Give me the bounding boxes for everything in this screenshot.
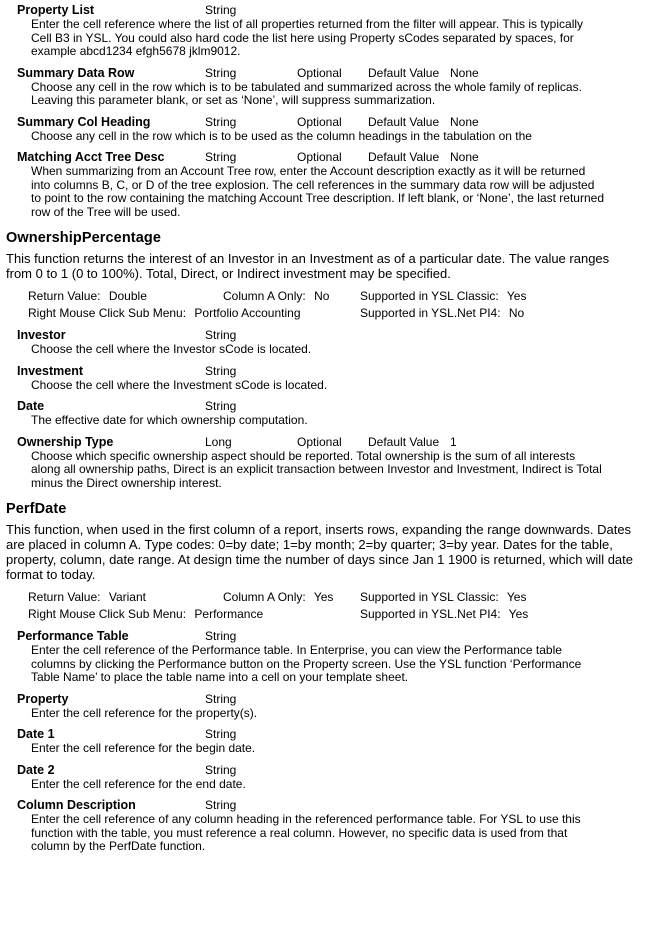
parameter-name: Summary Col Heading	[17, 114, 151, 129]
meta-supported-classic-label: Supported in YSL Classic:	[360, 289, 499, 303]
parameter-optional: Optional	[297, 434, 342, 449]
parameter-description: Choose any cell in the row which is to be tabulated and summarized across the whole family of replicas. Leaving this parameter blank, or set as ‘None’, will suppress summarization.	[31, 79, 582, 107]
parameter-type: String	[205, 114, 237, 129]
parameter-block	[6, 435, 662, 491]
meta-row	[6, 289, 662, 306]
parameter-type: String	[205, 65, 237, 80]
parameter-optional: Optional	[297, 114, 342, 129]
meta-return-value-label: Return Value:	[28, 590, 101, 604]
meta-row	[6, 306, 662, 323]
parameter-type: String	[205, 399, 237, 413]
meta-supported-classic	[360, 289, 526, 303]
parameter-row	[6, 66, 662, 80]
parameter-block	[6, 3, 662, 59]
parameter-name: Summary Data Row	[17, 65, 135, 80]
parameter-optional: Optional	[297, 150, 342, 164]
function-meta	[6, 289, 662, 323]
parameter-row	[6, 3, 662, 17]
parameter-name: Investor	[17, 328, 66, 342]
parameter-name: Date 2	[17, 762, 55, 777]
meta-supported-pi4-label: Supported in YSL.Net PI4:	[360, 306, 501, 320]
parameter-description: When summarizing from an Account Tree row, enter the Account description exactly as it will be returned into columns B, C, or D of the tree explosion. The cell references in the summary data row will be adjusted to point to the row containing the matching Account Tree description. If left blank, or ‘None’, the last returned row of the Tree will be used.	[31, 164, 604, 219]
parameter-block	[6, 692, 662, 721]
function-section-ownershippercentage	[6, 230, 662, 490]
meta-right-mouse-menu-label: Right Mouse Click Sub Menu:	[28, 607, 187, 621]
meta-supported-classic-label: Supported in YSL Classic:	[360, 590, 499, 604]
parameter-description: Enter the cell reference for the begin date.	[31, 741, 256, 755]
parameter-type: String	[205, 727, 237, 741]
parameter-block	[6, 364, 662, 393]
parameter-description: Enter the cell reference of the Performance table. In Enterprise, you can view the Performance table columns by clicking the Performance button on the Property screen. Use the YSL function ‘Performance Table Name’ to place the table name into a cell on your template sheet.	[31, 643, 582, 684]
meta-right-mouse-menu-label: Right Mouse Click Sub Menu:	[28, 306, 187, 320]
parameter-block	[6, 798, 662, 854]
parameter-block	[6, 150, 662, 219]
parameter-default-value: None	[450, 65, 479, 80]
meta-supported-classic-text: Yes	[506, 590, 527, 604]
function-section-perfdate	[6, 501, 662, 854]
parameter-default-label: Default Value	[368, 65, 440, 80]
parameter-type: String	[205, 762, 237, 777]
parameter-block	[6, 629, 662, 685]
parameter-block	[6, 66, 662, 108]
parameter-name: Column Description	[17, 798, 136, 812]
parameter-type: String	[205, 363, 237, 378]
parameter-name: Ownership Type	[17, 434, 114, 449]
meta-supported-pi4-text: No	[508, 306, 525, 320]
parameter-type: String	[205, 328, 237, 342]
parameter-row	[6, 692, 662, 706]
parameter-default-label: Default Value	[368, 150, 440, 164]
function-description: This function, when used in the first column of a report, inserts rows, expanding the range downwards. Dates are placed in column A. Type codes: 0=by date; 1=by month; 2=by quarter; 3=by year. Dates for the table, property, column, date range. At design time the number of days since Jan 1 1900 is returned, which will date format to today.	[6, 522, 633, 582]
parameter-description: Choose which specific ownership aspect should be reported. Total ownership is the sum of all interests along all ownership paths, Direct is an explicit transaction between Investor and Investment, Indirect is Total minus the Direct ownership interest.	[31, 448, 602, 490]
parameter-description: Enter the cell reference where the list of all properties returned from the filter will appear. This is typically Cell B3 in YSL. You could also hard code the list here using Property sCodes separated by spaces, for example abcd1234 efgh5678 jklm9012.	[31, 17, 584, 58]
meta-supported-classic	[360, 590, 526, 604]
parameter-type: String	[205, 691, 237, 706]
parameter-description: Choose the cell where the Investor sCode is located.	[31, 342, 312, 356]
parameter-description: Enter the cell reference for the property(s).	[31, 705, 258, 720]
meta-right-mouse-menu	[28, 306, 301, 320]
meta-column-a-only-label: Column A Only:	[223, 590, 306, 604]
parameter-default-value: None	[450, 150, 479, 164]
meta-return-value	[28, 590, 146, 604]
parameter-row	[6, 763, 662, 777]
meta-return-value-text: Variant	[108, 590, 146, 604]
meta-column-a-only	[223, 590, 333, 604]
parameter-name: Investment	[17, 363, 83, 378]
parameter-block	[6, 727, 662, 756]
parameter-block	[6, 763, 662, 792]
parameter-name: Matching Acct Tree Desc	[17, 150, 165, 164]
parameter-description: Enter the cell reference of any column heading in the referenced performance table. For YSL to use this function with the table, you must reference a real column. However, no specific data is used from that column by the PerfDate function.	[31, 812, 581, 853]
parameter-default-value: None	[450, 114, 479, 129]
parameter-type: Long	[205, 434, 232, 449]
parameter-description: Choose any cell in the row which is to be used as the column headings in the tabulation on the	[31, 128, 532, 143]
parameter-row	[6, 115, 662, 129]
function-heading: OwnershipPercentage	[6, 230, 162, 246]
meta-right-mouse-menu-text: Portfolio Accounting	[194, 306, 301, 320]
meta-right-mouse-menu	[28, 607, 263, 621]
parameter-default-value: 1	[450, 434, 457, 449]
parameter-type: String	[205, 150, 237, 164]
parameter-row	[6, 364, 662, 378]
parameter-block	[6, 115, 662, 144]
parameter-name: Date	[17, 399, 45, 413]
parameter-description: Enter the cell reference for the end date.	[31, 776, 246, 791]
parameter-default-label: Default Value	[368, 114, 440, 129]
parameter-type: String	[205, 798, 237, 812]
parameter-name: Property	[17, 691, 69, 706]
meta-column-a-only	[223, 289, 329, 303]
parameter-block	[6, 328, 662, 357]
function-meta	[6, 590, 662, 624]
meta-supported-pi4-text: Yes	[508, 607, 529, 621]
parameter-row	[6, 435, 662, 449]
meta-supported-pi4	[360, 306, 524, 320]
meta-column-a-only-text: No	[314, 289, 330, 303]
parameter-row	[6, 328, 662, 342]
parameter-row	[6, 629, 662, 643]
meta-return-value	[28, 289, 147, 303]
meta-row	[6, 590, 662, 607]
meta-supported-classic-text: Yes	[506, 289, 527, 303]
meta-supported-pi4	[360, 607, 528, 621]
parameter-name: Property List	[17, 3, 95, 17]
meta-return-value-text: Double	[108, 289, 147, 303]
parameter-block	[6, 399, 662, 428]
parameter-row	[6, 798, 662, 812]
function-heading: PerfDate	[6, 501, 67, 517]
meta-supported-pi4-label: Supported in YSL.Net PI4:	[360, 607, 501, 621]
parameter-optional: Optional	[297, 65, 342, 80]
parameter-description: The effective date for which ownership computation.	[31, 413, 308, 427]
parameter-name: Date 1	[17, 727, 55, 741]
meta-column-a-only-label: Column A Only:	[223, 289, 306, 303]
meta-return-value-label: Return Value:	[28, 289, 101, 303]
parameter-description: Choose the cell where the Investment sCode is located.	[31, 377, 328, 392]
parameter-row	[6, 150, 662, 164]
function-description: This function returns the interest of an Investor in an Investment as of a particular date. The value ranges from 0 to 1 (0 to 100%). Total, Direct, or Indirect investment may be specified.	[6, 251, 610, 281]
parameter-type: String	[205, 3, 237, 17]
parameter-row	[6, 727, 662, 741]
meta-right-mouse-menu-text: Performance	[194, 607, 264, 621]
parameter-type: String	[205, 629, 237, 643]
parameter-default-label: Default Value	[368, 434, 440, 449]
parameter-name: Performance Table	[17, 629, 129, 643]
meta-row	[6, 607, 662, 624]
parameter-row	[6, 399, 662, 413]
meta-column-a-only-text: Yes	[313, 590, 334, 604]
